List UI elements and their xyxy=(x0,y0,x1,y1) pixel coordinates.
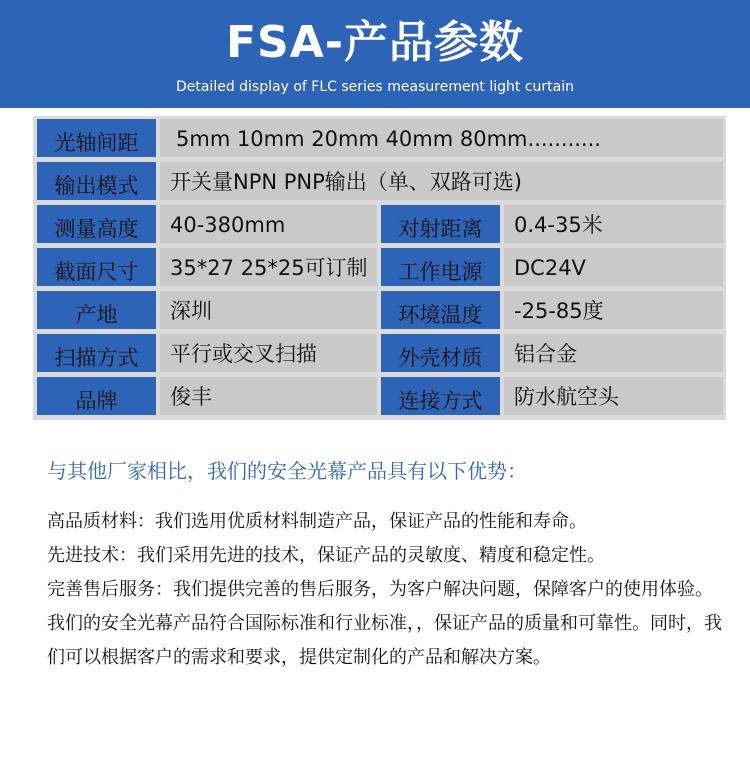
spec-value-height: 40-380mm xyxy=(160,205,377,243)
spec-label-connection: 连接方式 xyxy=(381,377,500,415)
spec-value-connection: 防水航空头 xyxy=(504,377,723,415)
spec-label-origin: 产地 xyxy=(37,291,156,329)
advantage-technology: 先进技术：我们采用先进的技术，保证产品的灵敏度、精度和稳定性。 xyxy=(47,545,605,566)
spec-value-output-mode: 开关量NPN PNP输出（单、双路可选) xyxy=(160,162,723,200)
page-title: FSA-产品参数 xyxy=(225,17,525,68)
spec-value-brand: 俊丰 xyxy=(160,377,377,415)
advantage-materials: 高品质材料：我们选用优质材料制造产品，保证产品的性能和寿命。 xyxy=(47,511,587,532)
spec-value-section-size: 35*27 25*25可订制 xyxy=(160,248,377,286)
spec-value-distance: 0.4-35米 xyxy=(504,205,723,243)
spec-label-scan-mode: 扫描方式 xyxy=(37,334,156,372)
advantage-service: 完善售后服务：我们提供完善的售后服务，为客户解决问题，保障客户的使用体验。 xyxy=(47,579,713,600)
spec-value-temperature: -25-85度 xyxy=(504,291,723,329)
spec-label-axis-spacing: 光轴间距 xyxy=(37,119,156,157)
spec-label-output-mode: 输出模式 xyxy=(37,162,156,200)
spec-label-brand: 品牌 xyxy=(37,377,156,415)
page-header xyxy=(0,0,750,108)
spec-label-power: 工作电源 xyxy=(381,248,500,286)
spec-value-power: DC24V xyxy=(504,248,723,286)
page-subtitle: Detailed display of FLC series measurement light curtain xyxy=(175,79,575,95)
spec-label-temperature: 环境温度 xyxy=(381,291,500,329)
spec-label-housing: 外壳材质 xyxy=(381,334,500,372)
advantage-standards: 我们的安全光幕产品符合国际标准和行业标准，，保证产品的质量和可靠性。同时，我们可以根据客户的需求和要求，提供定制化的产品和解决方案。 xyxy=(47,613,722,668)
advantages-title: 与其他厂家相比，我们的安全光幕产品具有以下优势： xyxy=(47,459,527,483)
spec-label-height: 测量高度 xyxy=(37,205,156,243)
advantages-body xyxy=(47,505,737,675)
spec-value-housing: 铝合金 xyxy=(504,334,723,372)
spec-label-section-size: 截面尺寸 xyxy=(37,248,156,286)
spec-value-scan-mode: 平行或交叉扫描 xyxy=(160,334,377,372)
spec-label-distance: 对射距离 xyxy=(381,205,500,243)
spec-value-axis-spacing: 5mm 10mm 20mm 40mm 80mm........... xyxy=(160,119,723,157)
spec-table xyxy=(33,116,726,420)
spec-value-origin: 深圳 xyxy=(160,291,377,329)
